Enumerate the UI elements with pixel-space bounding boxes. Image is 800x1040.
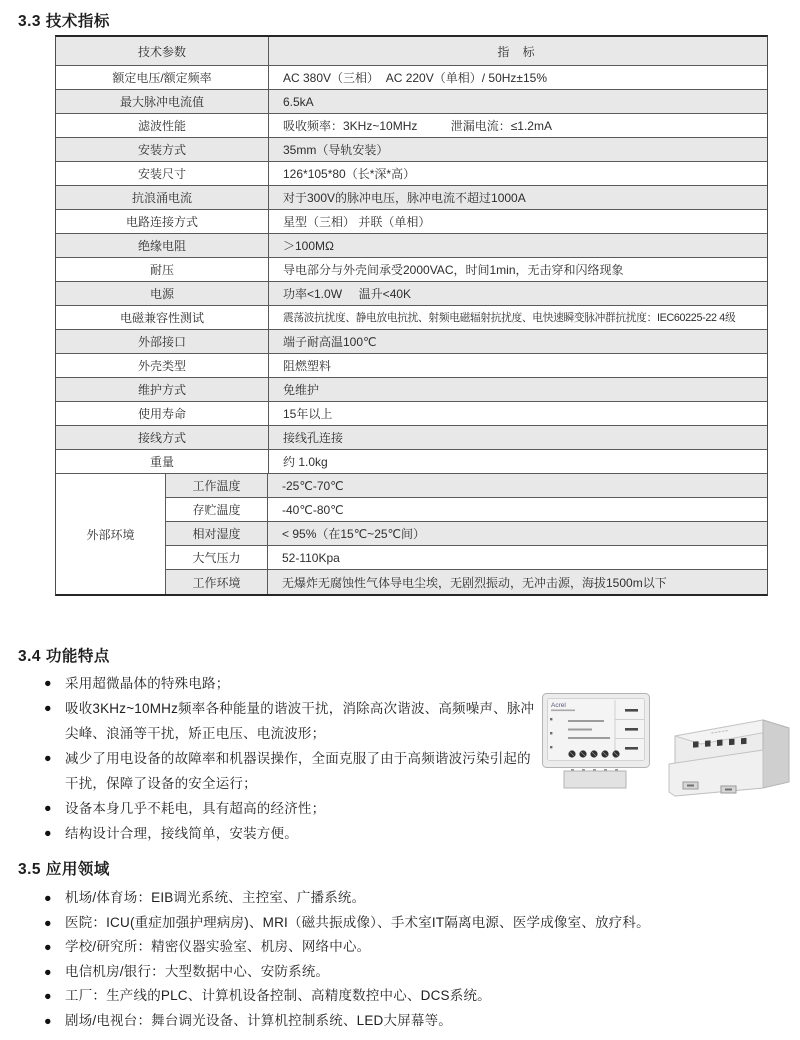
- bullet-icon: ●: [44, 751, 52, 765]
- spec-value: 星型（三相） 并联（单相）: [283, 215, 431, 229]
- bullet-icon: ●: [44, 826, 52, 840]
- feature-list: [44, 671, 542, 846]
- bullet-icon: ●: [44, 1013, 52, 1028]
- bullet-item: [44, 1009, 784, 1034]
- table-header-row: [56, 37, 767, 66]
- spec-row: [56, 450, 767, 474]
- spec-row: [56, 426, 767, 450]
- section-title-specs: 3.3 技术指标: [18, 13, 110, 30]
- spec-param: 电磁兼容性测试: [56, 306, 269, 329]
- spec-value: 6.5kA: [283, 94, 314, 109]
- spec-param: 绝缘电阻: [56, 234, 269, 257]
- spec-value: 15年以上: [283, 407, 333, 421]
- spec-param: 安装尺寸: [56, 162, 269, 185]
- bullet-icon: ●: [44, 940, 52, 954]
- spec-param: 抗浪涌电流: [56, 186, 269, 209]
- spec-value: 阻燃塑料: [283, 359, 332, 373]
- spec-row: [56, 330, 767, 354]
- bullet-text: 结构设计合理，接线简单，安装方便。: [65, 826, 298, 841]
- bullet-text: 采用超微晶体的特殊电路；: [65, 676, 230, 691]
- env-row: [166, 474, 767, 498]
- spec-row: [56, 66, 767, 90]
- env-value: -40℃-80℃: [282, 502, 344, 517]
- spec-value: 接线孔连接: [283, 431, 344, 445]
- spec-param: 最大脉冲电流值: [56, 90, 269, 113]
- spec-value: 端子耐高温100℃: [283, 335, 377, 349]
- bullet-item: [44, 960, 784, 985]
- spec-row: [56, 402, 767, 426]
- env-param: 相对湿度: [166, 522, 268, 545]
- env-rows: [166, 474, 767, 594]
- env-value: 52-110Kpa: [282, 550, 340, 565]
- spec-value: 约 1.0kg: [283, 455, 328, 469]
- spec-param: 额定电压/额定频率: [56, 66, 269, 89]
- svg-text:⌁⌁⌁⌁⌁: ⌁⌁⌁⌁⌁: [710, 728, 730, 737]
- spec-row: [56, 282, 767, 306]
- spec-param: 重量: [56, 450, 269, 473]
- env-value: -25℃-70℃: [282, 478, 344, 493]
- spec-value: 35mm（导轨安装）: [283, 143, 389, 157]
- bullet-text: 减少了用电设备的故障率和机器误操作，全面克服了由于高频谐波污染引起的干扰，保障了设备的安全运行；: [65, 751, 531, 791]
- bullet-item: [44, 935, 784, 960]
- spec-param: 接线方式: [56, 426, 269, 449]
- spec-param: 电路连接方式: [56, 210, 269, 233]
- spec-param: 维护方式: [56, 378, 269, 401]
- spec-row: [56, 258, 767, 282]
- bullet-text: 机场/体育场：EIB调光系统、主控室、广播系统。: [65, 890, 366, 905]
- spec-row: [56, 162, 767, 186]
- spec-row: [56, 114, 767, 138]
- bullet-text: 工厂：生产线的PLC、计算机设备控制、高精度数控中心、DCS系统。: [65, 988, 491, 1003]
- spec-table: [55, 35, 768, 596]
- section-title-features: 3.4 功能特点: [18, 648, 110, 665]
- env-param: 大气压力: [166, 546, 268, 569]
- spec-row: [56, 90, 767, 114]
- spec-row: [56, 354, 767, 378]
- spec-param: 耐压: [56, 258, 269, 281]
- application-list: [44, 886, 784, 1033]
- spec-row: [56, 306, 767, 330]
- spec-param: 安装方式: [56, 138, 269, 161]
- bullet-text: 医院：ICU(重症加强护理病房)、MRI（磁共振成像）、手术室IT隔离电源、医学成像室、放疗科。: [65, 914, 650, 930]
- bullet-text: 设备本身几乎不耗电，具有超高的经济性；: [65, 801, 326, 816]
- env-row: [166, 546, 767, 570]
- bullet-text: 电信机房/银行：大型数据中心、安防系统。: [65, 963, 330, 979]
- spec-value: 免维护: [283, 383, 320, 397]
- brand-label: Acrel: [551, 702, 566, 709]
- spec-rows: [56, 66, 767, 474]
- product-photos: [541, 690, 797, 798]
- env-group-label: 外部环境: [56, 474, 166, 594]
- bullet-icon: ●: [44, 701, 52, 715]
- bullet-item: [44, 671, 542, 696]
- spec-value: AC 380V（三相） AC 220V（单相）/ 50Hz±15%: [283, 71, 548, 85]
- bullet-item: [44, 746, 542, 796]
- spec-row: [56, 378, 767, 402]
- spec-value: 126*105*80（长*深*高）: [283, 167, 416, 181]
- env-row: [166, 498, 767, 522]
- bullet-icon: ●: [44, 989, 52, 1003]
- section-title-applications: 3.5 应用领域: [18, 861, 110, 878]
- bullet-text: 剧场/电视台：舞台调光设备、计算机控制系统、LED大屏幕等。: [65, 1012, 453, 1028]
- spec-param: 外壳类型: [56, 354, 269, 377]
- env-value: < 95%（在15℃~25℃间）: [282, 527, 426, 541]
- bullet-icon: ●: [44, 915, 52, 930]
- bullet-text: 学校/研究所：精密仪器实验室、机房、网络中心。: [65, 939, 371, 954]
- bullet-icon: ●: [44, 964, 52, 979]
- env-param: 工作环境: [166, 570, 268, 594]
- bullet-item: [44, 821, 542, 846]
- column-header-param: 技术参数: [56, 37, 269, 65]
- column-header-value: 指 标: [497, 44, 535, 59]
- env-param: 工作温度: [166, 474, 268, 497]
- spec-param: 外部接口: [56, 330, 269, 353]
- spec-param: 滤波性能: [56, 114, 269, 137]
- spec-row: [56, 210, 767, 234]
- bullet-icon: ●: [44, 891, 52, 905]
- spec-value: 功率<1.0W 温升<40K: [283, 287, 412, 301]
- spec-value: 导电部分与外壳间承受2000VAC，时间1min，无击穿和闪络现象: [283, 263, 624, 277]
- env-block: [56, 474, 767, 594]
- bullet-icon: ●: [44, 801, 52, 815]
- spec-value: 对于300V的脉冲电压，脉冲电流不超过1000A: [283, 191, 526, 205]
- bullet-item: [44, 886, 784, 911]
- spec-param: 使用寿命: [56, 402, 269, 425]
- env-param: 存贮温度: [166, 498, 268, 521]
- spec-row: [56, 138, 767, 162]
- product-photo-front-icon: [541, 692, 653, 792]
- spec-row: [56, 186, 767, 210]
- env-value: 无爆炸无腐蚀性气体导电尘埃，无剧烈振动，无冲击源，海拔1500m以下: [282, 575, 667, 590]
- bullet-icon: ●: [44, 676, 52, 690]
- env-row: [166, 570, 767, 594]
- bullet-item: [44, 696, 542, 746]
- product-photo-module-icon: [659, 702, 797, 798]
- spec-row: [56, 234, 767, 258]
- bullet-item: [44, 911, 784, 936]
- bullet-item: [44, 796, 542, 821]
- bullet-item: [44, 984, 784, 1009]
- spec-param: 电源: [56, 282, 269, 305]
- spec-value: 吸收频率：3KHz~10MHz 泄漏电流：≤1.2mA: [283, 119, 552, 133]
- env-row: [166, 522, 767, 546]
- bullet-text: 吸收3KHz~10MHz频率各种能量的谐波干扰，消除高次谐波、高频噪声、脉冲尖峰、浪涌等干扰，矫正电压、电流波形；: [65, 701, 535, 741]
- spec-value: 震荡波抗扰度、静电放电抗扰、射频电磁辐射抗扰度、电快速瞬变脉冲群抗扰度：IEC60225-22 4级: [283, 312, 736, 324]
- spec-value: ＞100MΩ: [283, 239, 334, 253]
